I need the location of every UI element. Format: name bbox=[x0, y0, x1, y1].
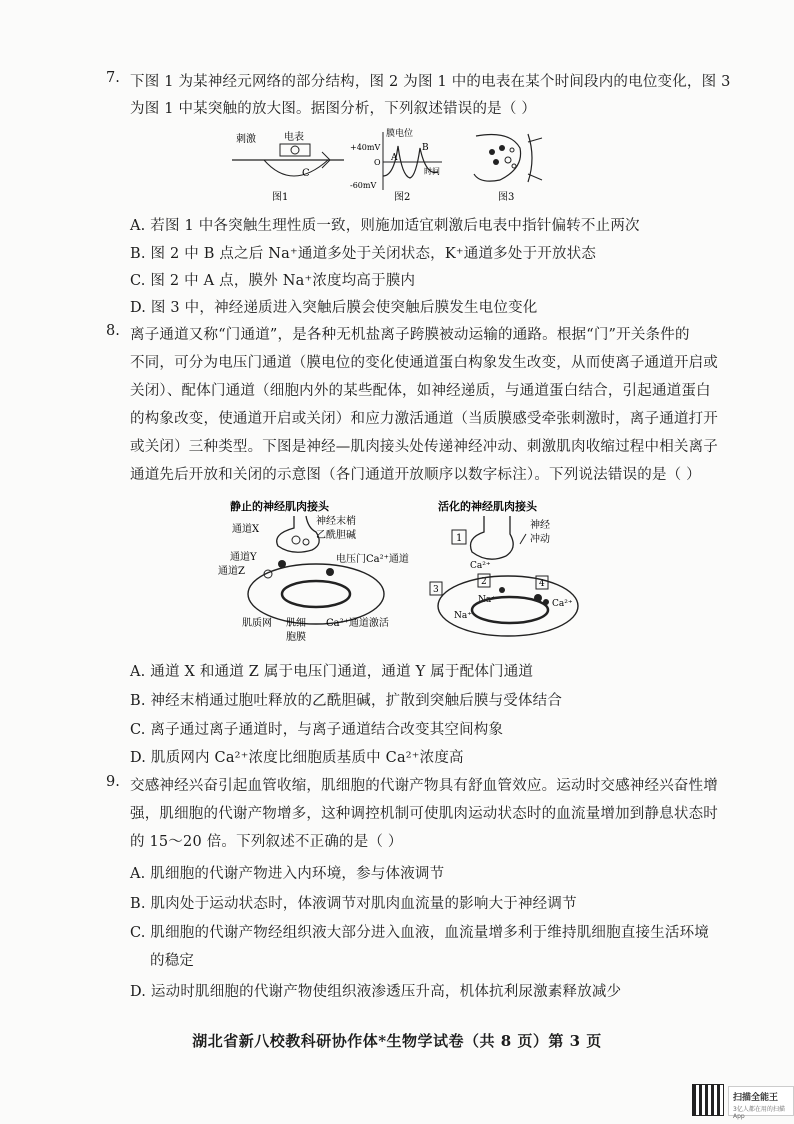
channel-x-label: 通道X bbox=[232, 524, 260, 535]
ach-label: 乙酰胆碱 bbox=[316, 530, 356, 541]
fig1-caption: 图1 bbox=[272, 192, 289, 202]
fig2-a-label: A bbox=[391, 153, 398, 163]
impulse-label-2: 冲动 bbox=[530, 534, 550, 545]
nerve-ending-label: 神经末梢 bbox=[316, 516, 356, 527]
q8-stem-line: 通道先后开放和关闭的示意图（各门通道开放顺序以数字标注）。下列说法错误的是（ ） bbox=[130, 467, 701, 483]
ca-activated-label: Ca²⁺通道激活 bbox=[326, 618, 389, 629]
q8-activated-junction-figure bbox=[428, 494, 588, 644]
q7-option-c: C. 图 2 中 A 点，膜外 Na⁺浓度均高于膜内 bbox=[130, 273, 416, 289]
ca-ion-label-1: Ca²⁺ bbox=[470, 561, 491, 571]
q7-figure-3 bbox=[470, 128, 550, 202]
q7-figure-1 bbox=[232, 130, 352, 202]
q9-stem-line: 交感神经兴奋引起血管收缩，肌细胞的代谢产物具有舒血管效应。运动时交感神经兴奋性增 bbox=[130, 778, 718, 794]
q9-stem-line: 强，肌细胞的代谢产物增多，这种调控机制可使肌肉运动状态时的血流量增加到静息状态时 bbox=[130, 806, 718, 822]
membrane-label-1: 肌细 bbox=[286, 618, 306, 629]
q9-number: 9. bbox=[106, 774, 120, 790]
q9-option-b: B. 肌肉处于运动状态时，体液调节对肌肉血流量的影响大于神经调节 bbox=[130, 896, 577, 912]
q7-option-a: A. 若图 1 中各突触生理性质一致，则施加适宜刺激后电表中指针偏转不止两次 bbox=[130, 218, 640, 234]
fig2-time-label: 时间 bbox=[424, 167, 440, 176]
q8-number: 8. bbox=[106, 323, 120, 339]
q8-stem-line: 关闭）、配体门通道（细胞内外的某些配体，如神经递质，与通道蛋白结合，引起通道蛋白 bbox=[130, 383, 711, 399]
q7-figure-2 bbox=[350, 126, 450, 202]
gate-number-3: 3 bbox=[433, 585, 439, 595]
q8-option-b: B. 神经末梢通过胞吐释放的乙酰胆碱，扩散到突触后膜与受体结合 bbox=[130, 693, 563, 709]
q9-option-c: C. 肌细胞的代谢产物经组织液大部分进入血液，血流量增多利于维持肌细胞直接生活环境 bbox=[130, 925, 709, 941]
q7-option-b: B. 图 2 中 B 点之后 Na⁺通道多处于关闭状态，K⁺通道多处于开放状态 bbox=[130, 246, 597, 262]
q9-option-c-cont: 的稳定 bbox=[150, 953, 195, 969]
fig2-m60: -60mV bbox=[350, 181, 377, 190]
membrane-label-2: 胞膜 bbox=[286, 632, 306, 643]
fig3-caption: 图3 bbox=[498, 192, 515, 202]
scanner-badge-title: 扫描全能王 bbox=[733, 1093, 779, 1103]
q8-option-c: C. 离子通过离子通道时，与离子通道结合改变其空间构象 bbox=[130, 722, 504, 738]
fig2-ylabel: 膜电位 bbox=[386, 129, 414, 139]
q8-stem-line: 的构象改变，使通道开启或关闭）和应力激活通道（当质膜感受牵张刺激时，离子通道打开 bbox=[130, 411, 718, 427]
sr-label: 肌质网 bbox=[242, 618, 272, 629]
channel-y-label: 通道Y bbox=[230, 552, 257, 563]
scanner-badge-sub: 3亿人都在用的扫描App bbox=[733, 1106, 785, 1120]
q8-stem-line: 离子通道又称“门通道”，是各种无机盐离子跨膜被动运输的通路。根据“门”开关条件的 bbox=[130, 327, 690, 343]
q8-option-d: D. 肌质网内 Ca²⁺浓度比细胞质基质中 Ca²⁺浓度高 bbox=[130, 750, 464, 766]
fig2-b-label: B bbox=[422, 143, 429, 153]
q9-option-d: D. 运动时肌细胞的代谢产物使组织液渗透压升高，机体抗利尿激素释放减少 bbox=[130, 984, 622, 1000]
q7-number: 7. bbox=[106, 70, 120, 86]
fig2-p40: +40mV bbox=[350, 143, 381, 152]
activated-title: 活化的神经肌肉接头 bbox=[438, 500, 537, 513]
ca-gate-label: 电压门Ca²⁺通道 bbox=[336, 554, 409, 565]
fig1-stim-label: 刺激 bbox=[236, 134, 256, 145]
gate-number-4: 4 bbox=[539, 579, 545, 589]
fig1-c-label: C bbox=[302, 168, 310, 179]
q8-stem-line: 不同，可分为电压门通道（膜电位的变化使通道蛋白构象发生改变，从而使离子通道开启或 bbox=[130, 355, 718, 371]
resting-title: 静止的神经肌肉接头 bbox=[230, 500, 329, 513]
q9-stem-line: 的 15～20 倍。下列叙述不正确的是（ ） bbox=[130, 834, 403, 850]
ca-ion-label-2: Ca²⁺ bbox=[552, 599, 573, 609]
q9-option-a: A. 肌细胞的代谢产物进入内环境，参与体液调节 bbox=[130, 866, 445, 882]
page-footer: 湖北省新八校教科研协作体*生物学试卷（共 8 页）第 3 页 bbox=[192, 1032, 602, 1050]
q7-stem-line: 为图 1 中某突触的放大图。据图分析，下列叙述错误的是（ ） bbox=[130, 101, 537, 117]
q8-resting-junction-figure bbox=[212, 494, 422, 644]
gate-number-2: 2 bbox=[481, 577, 487, 587]
impulse-label-1: 神经 bbox=[530, 520, 550, 531]
q8-stem-line: 或关闭）三种类型。下图是神经—肌肉接头处传递神经冲动、刺激肌肉收缩过程中相关离子 bbox=[130, 439, 718, 455]
qr-code-icon bbox=[692, 1084, 724, 1116]
q7-option-d: D. 图 3 中，神经递质进入突触后膜会使突触后膜发生电位变化 bbox=[130, 300, 538, 316]
fig1-meter-label: 电表 bbox=[284, 132, 304, 143]
na-ion-label-1: Na⁺ bbox=[478, 595, 496, 605]
q8-option-a: A. 通道 X 和通道 Z 属于电压门通道，通道 Y 属于配体门通道 bbox=[130, 664, 534, 680]
na-ion-label-2: Na⁺ bbox=[454, 611, 472, 621]
gate-number-1: 1 bbox=[456, 533, 463, 544]
fig2-caption: 图2 bbox=[394, 192, 411, 202]
fig2-zero: O bbox=[374, 158, 381, 167]
q7-stem-line: 下图 1 为某神经元网络的部分结构，图 2 为图 1 中的电表在某个时间段内的电位变化，图 3 bbox=[130, 74, 731, 90]
channel-z-label: 通道Z bbox=[218, 566, 245, 577]
scanner-badge bbox=[728, 1086, 794, 1120]
